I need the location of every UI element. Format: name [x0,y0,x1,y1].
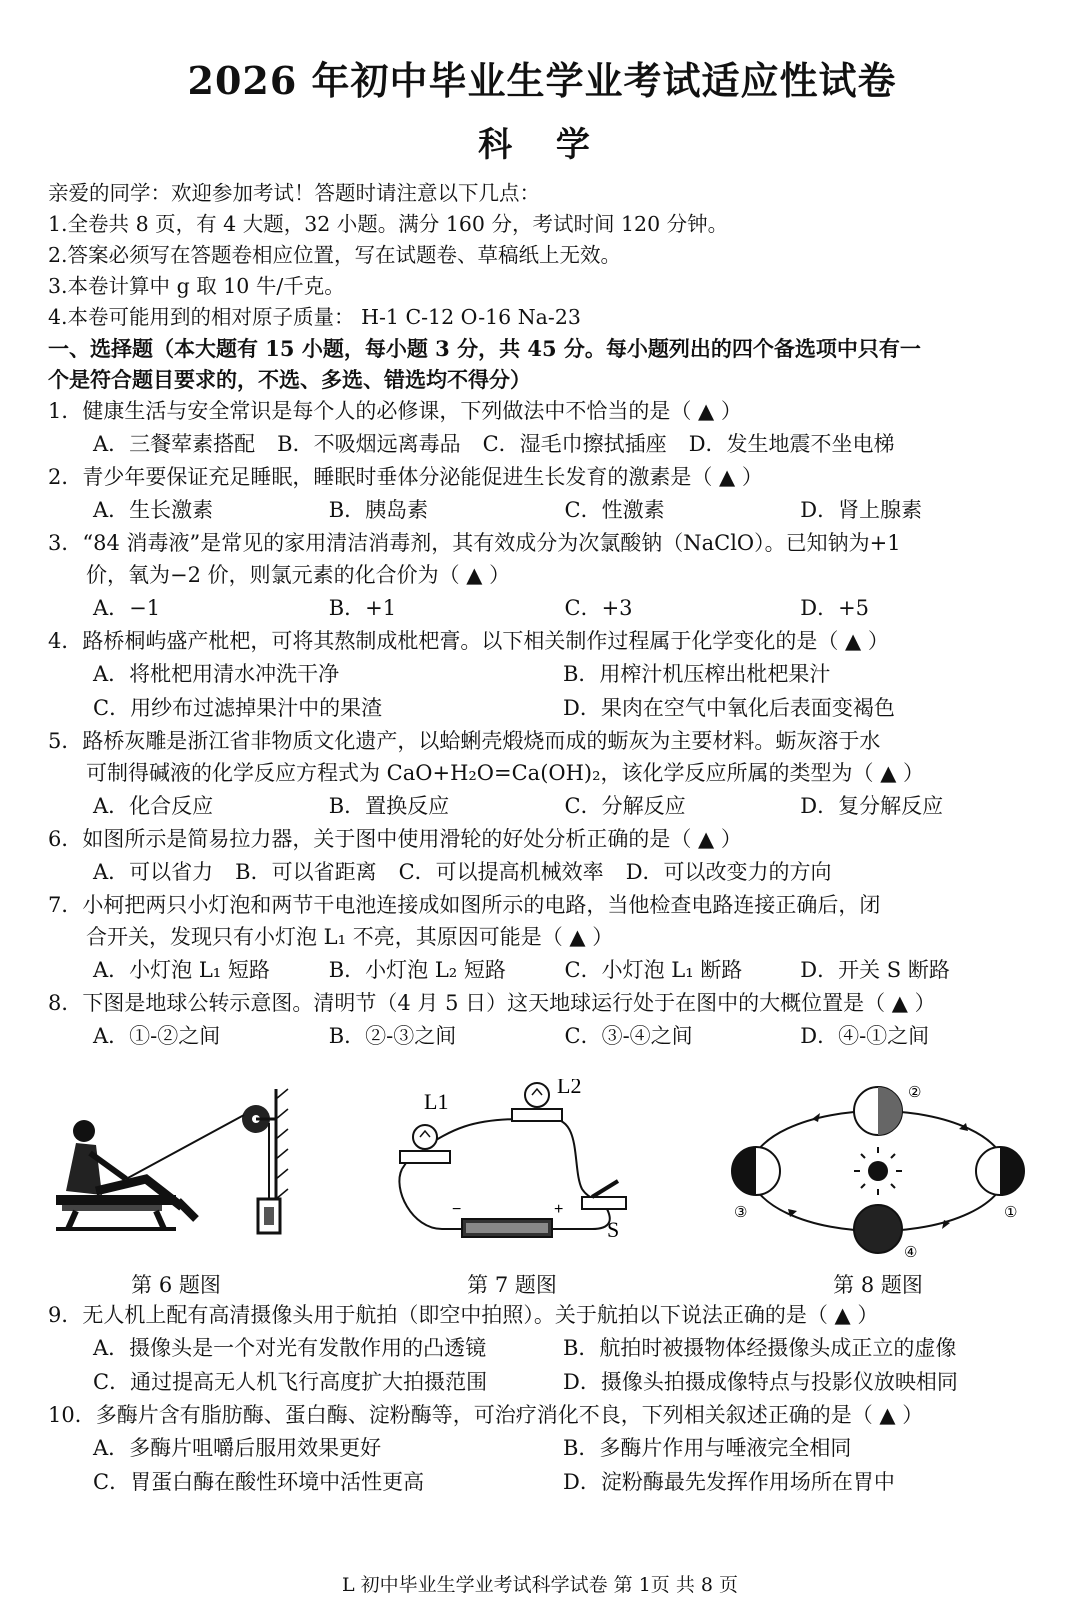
label-l2: L2 [557,1079,582,1098]
options [48,427,1036,461]
options [48,691,1036,725]
question-9 [48,1299,1036,1399]
question-3 [48,527,1036,625]
figures-row [48,1079,1036,1299]
question-4 [48,625,1036,725]
section-line: 个是符合题目要求的，不选、多选、错选均不得分） [48,367,531,392]
figure-6 [56,1079,296,1299]
option-d: D．④-①之间 [800,1024,930,1048]
options [48,493,1036,527]
note-line: 2.答案必须写在答题卷相应位置，写在试题卷、草稿纸上无效。 [48,243,622,267]
option-b: B．多酶片作用与唾液完全相同 [563,1436,852,1460]
option-b: B．用榨汁机压榨出枇杷果汁 [563,662,831,686]
label-position-2: ② [908,1083,922,1101]
question-text: 2．青少年要保证充足睡眠，睡眠时垂体分泌能促进生长发育的激素是（ ▲ ） [48,465,763,489]
instructions [48,178,1036,333]
option-c: C．通过提高无人机飞行高度扩大拍摄范围 [93,1370,488,1394]
label-minus: − [452,1201,462,1218]
option-a: A．小灯泡 L₁ 短路 [93,958,270,982]
options [48,855,1036,889]
question-6 [48,823,1036,889]
figure-8 [728,1079,1028,1299]
question-text: 7．小柯把两只小灯泡和两节干电池连接成如图所示的电路，当他检查电路连接正确后，闭 [48,893,881,917]
option-a: A．摄像头是一个对光有发散作用的凸透镜 [93,1336,487,1360]
question-text: 价，氧为−2 价，则氯元素的化合价为（ ▲ ） [86,563,511,587]
section-heading [48,333,1036,395]
circuit-illustration [382,1079,642,1259]
label-position-3: ③ [734,1203,748,1221]
option-b: B．可以省距离 [235,860,377,884]
options [48,789,1036,823]
option-a: A．可以省力 [93,860,214,884]
earth-orbit-illustration [728,1079,1028,1259]
option-c: C．湿毛巾擦拭插座 [482,432,667,456]
option-a: A．多酶片咀嚼后服用效果更好 [93,1436,382,1460]
option-c: C．③-④之间 [564,1024,693,1048]
options [48,1365,1036,1399]
option-d: D．果肉在空气中氧化后表面变褐色 [563,696,895,720]
question-text: 10．多酶片含有脂肪酶、蛋白酶、淀粉酶等，可治疗消化不良，下列相关叙述正确的是（ ▲ ） [48,1403,924,1427]
option-b: B．置换反应 [328,794,450,818]
option-b: B．小灯泡 L₂ 短路 [328,958,506,982]
figure-7 [382,1079,642,1299]
option-d: D．摄像头拍摄成像特点与投影仪放映相同 [563,1370,958,1394]
question-10 [48,1399,1036,1499]
option-a: A．化合反应 [93,794,214,818]
question-text: 1．健康生活与安全常识是每个人的必修课，下列做法中不恰当的是（ ▲ ） [48,399,742,423]
question-text: 8．下图是地球公转示意图。清明节（4 月 5 日）这天地球运行处于在图中的大概位置是（ ▲ ） [48,991,936,1015]
options [48,953,1036,987]
exam-title: 2026 年初中毕业生学业考试适应性试卷 [187,58,897,103]
option-d: D．发生地震不坐电梯 [688,432,895,456]
question-text: 3．“84 消毒液”是常见的家用清洁消毒剂，其有效成分为次氯酸钠（NaClO）。已知钠为+1 [48,531,901,555]
option-c: C．可以提高机械效率 [398,860,604,884]
options [48,1331,1036,1365]
option-c: C．分解反应 [564,794,686,818]
options [48,1465,1036,1499]
label-position-1: ① [1004,1203,1018,1221]
question-1 [48,395,1036,461]
option-a: A．−1 [93,596,161,620]
question-text: 5．路桥灰雕是浙江省非物质文化遗产，以蛤蜊壳煅烧而成的蛎灰为主要材料。蛎灰溶于水 [48,729,881,753]
label-position-4: ④ [904,1243,918,1259]
option-a: A．生长激素 [93,498,214,522]
option-d: D．肾上腺素 [800,498,923,522]
figure-8-caption: 第 8 题图 [833,1273,923,1297]
option-b: B．胰岛素 [328,498,429,522]
option-c: C．胃蛋白酶在酸性环境中活性更高 [93,1470,425,1494]
options [48,657,1036,691]
option-d: D．淀粉酶最先发挥作用场所在胃中 [563,1470,895,1494]
label-plus: + [554,1201,564,1218]
options [48,591,1036,625]
option-c: C．+3 [564,596,633,620]
option-a: A．①-②之间 [93,1024,221,1048]
note-line: 亲爱的同学：欢迎参加考试！答题时请注意以下几点： [48,181,540,205]
page-footer: L 初中毕业生学业考试科学试卷 第 1页 共 8 页 [341,1574,739,1596]
option-d: D．开关 S 断路 [800,958,950,982]
rowing-machine-illustration [56,1079,296,1259]
option-d: D．复分解反应 [800,794,944,818]
question-8 [48,987,1036,1053]
option-a: A．将枇杷用清水冲洗干净 [93,662,340,686]
option-b: B．航拍时被摄物体经摄像头成正立的虚像 [563,1336,957,1360]
question-text: 6．如图所示是简易拉力器，关于图中使用滑轮的好处分析正确的是（ ▲ ） [48,827,742,851]
option-d: D．+5 [800,596,870,620]
question-text: 可制得碱液的化学反应方程式为 CaO+H₂O=Ca(OH)₂，该化学反应所属的类型为（ ▲ ） [86,761,925,785]
label-s: S [607,1217,620,1242]
option-c: C．小灯泡 L₁ 断路 [564,958,743,982]
question-text: 合开关，发现只有小灯泡 L₁ 不亮，其原因可能是（ ▲ ） [86,925,614,949]
option-a: A．三餐荤素搭配 [93,432,256,456]
question-text: 9．无人机上配有高清摄像头用于航拍（即空中拍照）。关于航拍以下说法正确的是（ ▲ ） [48,1303,879,1327]
option-c: C．性激素 [564,498,665,522]
note-line: 3.本卷计算中 g 取 10 牛/千克。 [48,274,345,298]
label-l1: L1 [424,1089,449,1114]
note-line: 4.本卷可能用到的相对原子质量： H-1 C-12 O-16 Na-23 [48,305,581,329]
section-line: 一、选择题（本大题有 15 小题，每小题 3 分，共 45 分。每小题列出的四个备选项中只有一 [48,336,921,361]
options [48,1019,1036,1053]
option-d: D．可以改变力的方向 [625,860,832,884]
option-c: C．用纱布过滤掉果汁中的果渣 [93,696,383,720]
question-5 [48,725,1036,823]
figure-6-caption: 第 6 题图 [131,1273,221,1297]
option-b: B．②-③之间 [328,1024,457,1048]
option-b: B．+1 [328,596,397,620]
options [48,1431,1036,1465]
question-text: 4．路桥桐屿盛产枇杷，可将其熬制成枇杷膏。以下相关制作过程属于化学变化的是（ ▲ ） [48,629,889,653]
question-2 [48,461,1036,527]
option-b: B．不吸烟远离毒品 [277,432,461,456]
figure-7-caption: 第 7 题图 [467,1273,557,1297]
subject-title: 科 学 [478,125,606,165]
note-line: 1.全卷共 8 页，有 4 大题，32 小题。满分 160 分，考试时间 120 分钟。 [48,212,729,236]
question-7 [48,889,1036,987]
